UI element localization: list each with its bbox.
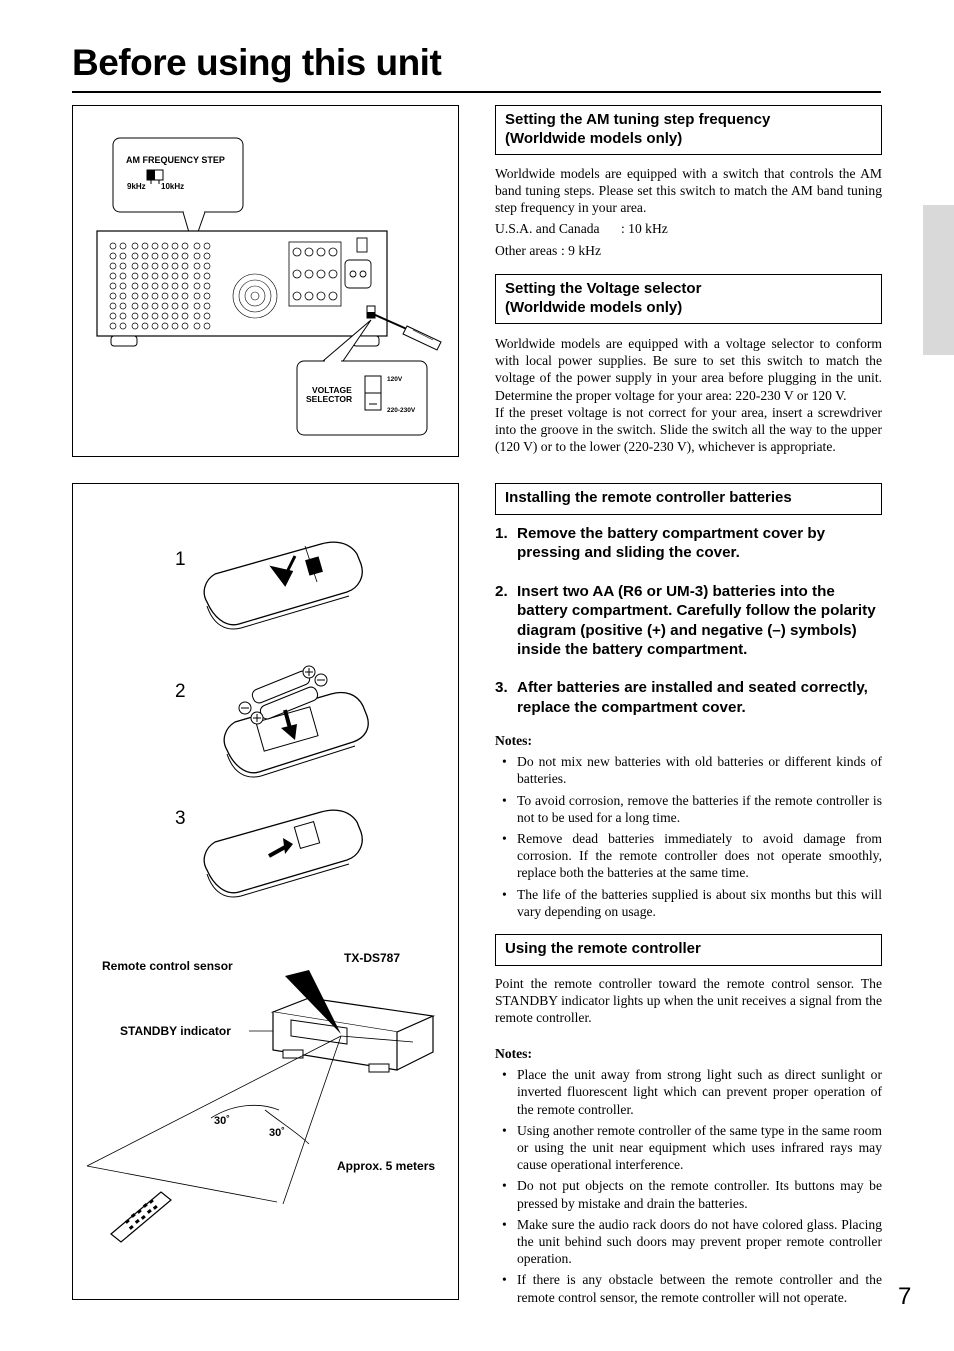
- note-item: • Make sure the audio rack doors do not have colored glass. Placing the unit behind such doors may prevent proper remote controller operation.: [495, 1216, 882, 1268]
- remote-step-2: [224, 666, 368, 777]
- battery-step: 1. Remove the battery compartment cover by pressing and sliding the cover.: [495, 525, 826, 562]
- am-option-9khz: 9kHz: [127, 182, 146, 191]
- remote-sensor-label: Remote control sensor: [102, 959, 233, 973]
- voltage-section-heading: [495, 274, 882, 324]
- voltage-section-body: [495, 335, 882, 455]
- note-item: • If there is any obstacle between the remote controller and the remote control sensor, the remote controller will not operate.: [495, 1271, 882, 1305]
- voltage-option-220v: 220-230V: [387, 407, 416, 414]
- remote-section-body: Point the remote controller toward the remote control sensor. The STANDBY indicator lights up when the unit receives a signal from the remote controller.: [495, 976, 882, 1026]
- am-row-usa-value: : 10 kHz: [621, 221, 668, 236]
- am-section-body: Worldwide models are equipped with a switch that controls the AM band tuning steps. Please set this switch to match the AM band tuning step frequency in your area.: [495, 166, 882, 216]
- remote-section-heading: Using the remote controller: [495, 934, 882, 966]
- battery-notes-title: Notes:: [495, 733, 532, 748]
- note-item: • Remove dead batteries immediately to avoid damage from corrosion. If the remote controller does not operate smoothly, replace both the batteries at the same time.: [495, 830, 882, 882]
- remote-figure: [72, 483, 459, 1300]
- note-item: • Do not mix new batteries with old batteries or different kinds of batteries.: [495, 753, 882, 787]
- am-section-heading: [495, 105, 882, 155]
- note-item: • The life of the batteries supplied is about six months but this will vary depending on usage.: [495, 886, 882, 920]
- distance-label: Approx. 5 meters: [337, 1159, 436, 1173]
- angle-right-label: 30˚: [269, 1127, 285, 1139]
- step-number-2: 2: [175, 681, 186, 702]
- receiver-front: [249, 970, 433, 1072]
- am-row-other-label: Other areas: [495, 243, 558, 259]
- model-label: TX-DS787: [344, 951, 401, 965]
- am-switch-knob: [147, 170, 155, 180]
- note-item: • Do not put objects on the remote controller. Its buttons may be pressed by mistake and drain the batteries.: [495, 1177, 882, 1211]
- am-frequency-table: [495, 220, 882, 259]
- remote-step-1: [204, 542, 362, 629]
- note-item: • Using another remote controller of the same type in the same room or using the unit near equipment which uses infrared rays may cause operational interference.: [495, 1122, 882, 1174]
- voltage-heading-line2: (Worldwide models only): [505, 299, 683, 316]
- am-frequency-callout: [113, 138, 243, 246]
- remote-notes: [495, 1045, 882, 1310]
- battery-steps-list: [495, 524, 882, 736]
- note-item: • Place the unit away from strong light such as direct sunlight or inverted fluorescent light which can prevent proper operation of the remote controller.: [495, 1066, 882, 1118]
- title-rule: [72, 91, 881, 93]
- page-title: Before using this unit: [72, 42, 442, 83]
- remote-illustration: [73, 484, 458, 1299]
- remote-notes-title: Notes:: [495, 1046, 532, 1061]
- am-frequency-label: AM FREQUENCY STEP: [126, 155, 225, 165]
- battery-notes: [495, 732, 882, 924]
- receiver-rear-body: [97, 231, 387, 346]
- remote-step-3: [204, 810, 362, 897]
- remote-controller: [111, 1192, 171, 1242]
- battery-section-heading: Installing the remote controller batteries: [495, 483, 882, 515]
- standby-indicator-label: STANDBY indicator: [120, 1024, 231, 1038]
- voltage-label-line2: SELECTOR: [306, 394, 353, 404]
- note-item: • To avoid corrosion, remove the batteries if the remote controller is not to be used for a long time.: [495, 792, 882, 826]
- chapter-tab-marker: [923, 205, 954, 355]
- battery-step: 3. After batteries are installed and seated correctly, replace the compartment cover.: [495, 679, 868, 716]
- step-number-3: 3: [175, 808, 186, 829]
- am-heading-line1: Setting the AM tuning step frequency: [505, 111, 771, 128]
- rear-panel-illustration: [73, 106, 458, 456]
- am-option-10khz: 10kHz: [161, 182, 185, 191]
- am-heading-line2: (Worldwide models only): [505, 130, 683, 147]
- rear-panel-figure: [72, 105, 459, 457]
- step-number-1: 1: [175, 549, 186, 570]
- am-row-usa-label: U.S.A. and Canada: [495, 221, 600, 236]
- voltage-option-120v: 120V: [387, 376, 403, 383]
- battery-step: 2. Insert two AA (R6 or UM-3) batteries into the battery compartment. Carefully follow the polarity diagram (positive (+) and negative (–) symbols) inside the battery compartment.: [495, 582, 876, 659]
- page-number: 7: [898, 1283, 912, 1310]
- voltage-label-line1: VOLTAGE: [312, 385, 352, 395]
- angle-left-label: 30˚: [214, 1115, 230, 1127]
- voltage-body-paragraph-2: If the preset voltage is not correct for your area, insert a screwdriver into the groove in the switch. Slide the switch all the way to the upper (120 V) or to the lower (220-230 V), whichever is appropriate.: [495, 404, 882, 455]
- voltage-heading-line1: Setting the Voltage selector: [505, 280, 702, 297]
- am-row-other-value: : 9 kHz: [561, 243, 602, 259]
- voltage-body-paragraph-1: Worldwide models are equipped with a voltage selector to conform with local power supplies. Be sure to set this switch to match the voltage of the power supply in your area before plugging in the unit. Determine the proper voltage for your area: 220-230 V or 120 V.: [495, 336, 882, 403]
